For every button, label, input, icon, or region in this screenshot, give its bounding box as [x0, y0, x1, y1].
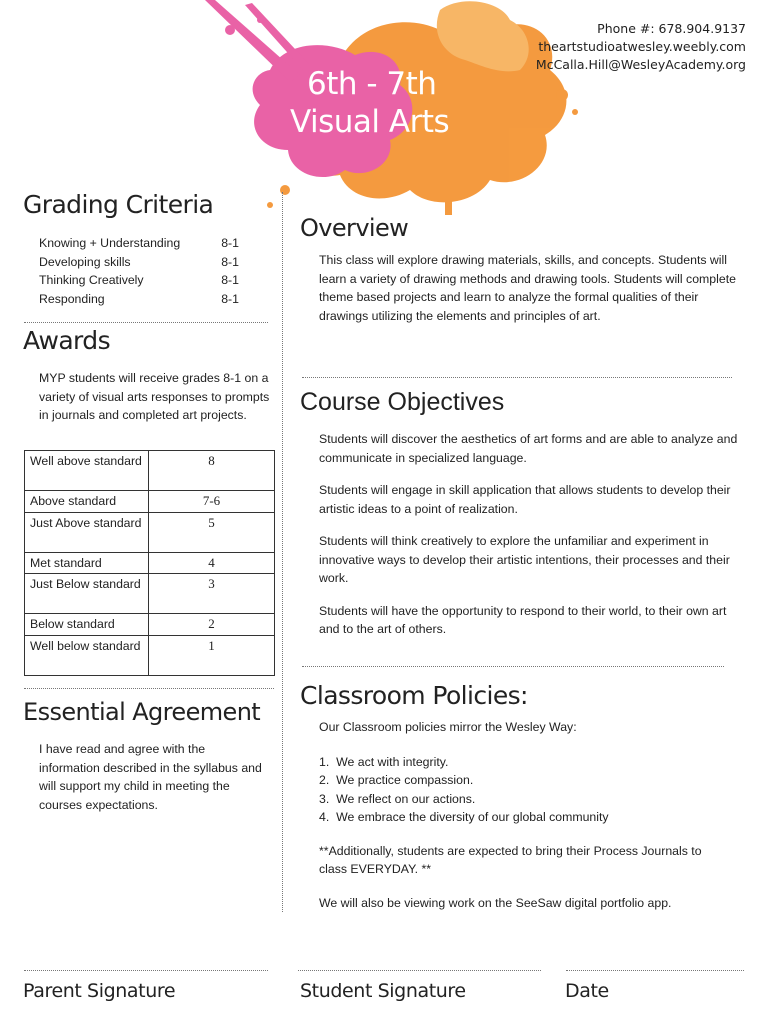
section-divider: [24, 688, 274, 689]
table-row: [25, 491, 275, 513]
table-row: [25, 574, 275, 614]
overview-text: This class will explore drawing materials, skills, and concepts. Students will learn a variety of drawing methods and drawing tools. Students will complete theme based projects and learn to analyze the formal qualities of their drawings utilizing the elements and principles of art.: [319, 253, 736, 323]
criteria-label: Knowing + Understanding: [39, 236, 181, 250]
standard-grade: 4: [149, 552, 275, 574]
standard-label: Above standard: [25, 491, 149, 513]
classroom-policies-body: [319, 718, 749, 912]
criteria-grade: 8-1: [221, 254, 239, 269]
standard-label: Just Above standard: [25, 512, 149, 552]
objective-item: Students will discover the aesthetics of art forms and are able to analyze and communicate in specialized language.: [319, 432, 738, 465]
policy-item: 1. We act with integrity.: [319, 754, 449, 769]
table-row: [25, 635, 275, 675]
section-divider: [302, 666, 724, 667]
course-title-line1: 6th - 7th: [307, 66, 437, 102]
criteria-grade: 8-1: [221, 291, 239, 306]
objective-item: Students will have the opportunity to respond to their world, to their own art and to the art of others.: [319, 603, 727, 636]
student-signature-label: Student Signature: [300, 980, 466, 1002]
paint-drop: [556, 89, 568, 101]
grading-criteria-row: [39, 271, 239, 290]
course-title-line2: Visual Arts: [290, 104, 450, 140]
standard-grade: 8: [149, 451, 275, 491]
policy-item: 4. We embrace the diversity of our global community: [319, 810, 609, 824]
phone-number: Phone #: 678.904.9137: [597, 21, 746, 36]
paint-drop: [572, 109, 578, 115]
essential-agreement-heading: Essential Agreement: [23, 698, 261, 726]
parent-signature-line: [24, 970, 268, 971]
grading-criteria-row: [39, 290, 239, 309]
policy-item: 3. We reflect on our actions.: [319, 791, 476, 806]
table-row: [25, 614, 275, 636]
orange-drip: [445, 185, 452, 215]
standard-label: Met standard: [25, 552, 149, 574]
classroom-policies-heading: Classroom Policies:: [300, 681, 528, 710]
date-label: Date: [565, 980, 609, 1002]
standard-grade: 7-6: [149, 491, 275, 513]
section-divider: [302, 377, 732, 378]
grading-criteria-list: [39, 234, 239, 308]
standard-label: Well above standard: [25, 451, 149, 491]
column-divider: [282, 192, 283, 912]
standard-grade: 3: [149, 574, 275, 614]
course-objectives-list: [319, 430, 749, 639]
standard-label: Below standard: [25, 614, 149, 636]
table-row: [25, 451, 275, 491]
policies-intro: Our Classroom policies mirror the Wesley Way:: [319, 720, 577, 734]
course-objectives-heading: Course Objectives: [300, 388, 505, 416]
criteria-grade: 8-1: [221, 273, 239, 287]
criteria-label: Responding: [39, 291, 105, 306]
criteria-label: Thinking Creatively: [39, 273, 144, 287]
objective-item: Students will think creatively to explore the unfamiliar and experiment in innovative ways to develop their artistic intentions, their processes and their work.: [319, 534, 730, 585]
grading-criteria-heading: Grading Criteria: [23, 190, 214, 219]
student-signature-line: [298, 970, 541, 971]
process-journal-note: **Additionally, students are expected to bring their Process Journals to class EVERYDAY. **: [319, 843, 702, 876]
standard-grade: 5: [149, 512, 275, 552]
criteria-grade: 8-1: [221, 236, 239, 250]
standard-label: Well below standard: [25, 635, 149, 675]
table-row: [25, 512, 275, 552]
overview-heading: Overview: [300, 214, 409, 242]
contact-info: [536, 20, 746, 74]
table-row: [25, 552, 275, 574]
essential-agreement-text: I have read and agree with the information described in the syllabus and will support my child in meeting the courses expectations.: [39, 742, 262, 812]
standard-label: Just Below standard: [25, 574, 149, 614]
section-divider: [24, 322, 268, 323]
paint-drop: [225, 25, 235, 35]
criteria-label: Developing skills: [39, 254, 131, 269]
grading-criteria-row: [39, 234, 239, 253]
seesaw-note: We will also be viewing work on the SeeSaw digital portfolio app.: [319, 895, 672, 910]
date-line: [566, 970, 744, 971]
paint-drop: [257, 17, 263, 23]
policy-item: 2. We practice compassion.: [319, 773, 474, 787]
standard-grade: 1: [149, 635, 275, 675]
grading-criteria-row: [39, 253, 239, 272]
email-link[interactable]: McCalla.Hill@WesleyAcademy.org: [535, 57, 746, 72]
paint-drop: [267, 202, 273, 208]
standard-grade: 2: [149, 614, 275, 636]
parent-signature-label: Parent Signature: [23, 980, 176, 1002]
awards-heading: Awards: [23, 326, 110, 355]
awards-table: [24, 450, 275, 676]
awards-text: MYP students will receive grades 8-1 on a variety of visual arts responses to prompts in journals and completed art projects.: [39, 371, 270, 422]
objective-item: Students will engage in skill application that allows students to develop their artistic ideas to a point of realization.: [319, 483, 731, 516]
website-link[interactable]: theartstudioatwesley.weebly.com: [538, 39, 746, 54]
